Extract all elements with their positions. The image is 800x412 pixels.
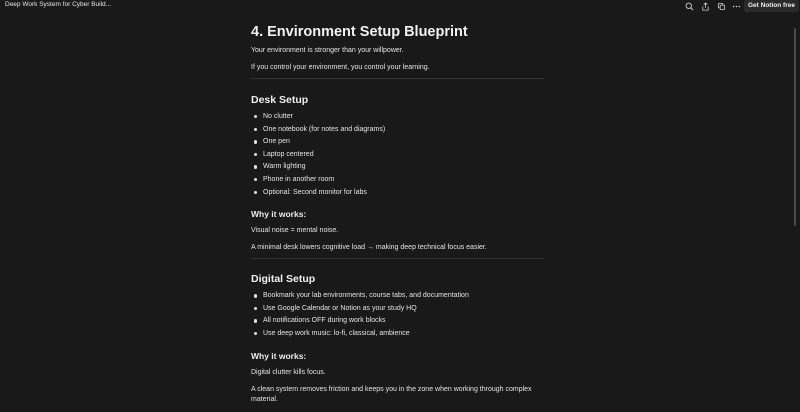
list-item: One pen [251, 137, 546, 150]
intro-paragraph: If you control your environment, you control your learning. [251, 64, 430, 71]
page-content [251, 22, 546, 405]
scrollbar-thumb[interactable] [794, 28, 796, 226]
window-title[interactable]: Deep Work System for Cyber Build... [5, 1, 112, 8]
why-it-works-heading: Why it works: [251, 209, 307, 220]
intro-paragraph: Your environment is stronger than your willpower. [251, 47, 404, 54]
list-item: Warm lighting [251, 162, 546, 175]
list-item: Phone in another room [251, 175, 546, 188]
page-title: 4. Environment Setup Blueprint [251, 24, 468, 40]
duplicate-icon[interactable] [716, 1, 726, 11]
paragraph: Visual noise = mental noise. [251, 227, 339, 235]
section-heading-desk-setup: Desk Setup [251, 94, 309, 106]
get-notion-free-button[interactable]: Get Notion free [744, 0, 799, 12]
more-icon[interactable] [731, 1, 741, 11]
scrollbar[interactable] [790, 28, 798, 228]
digital-setup-list [251, 291, 546, 341]
top-bar [0, 0, 800, 13]
section-heading-digital-setup: Digital Setup [251, 273, 316, 286]
list-item: Optional: Second monitor for labs [251, 188, 546, 201]
list-item: All notifications OFF during work blocks [251, 316, 546, 329]
desk-setup-list [251, 112, 546, 200]
search-icon[interactable] [684, 1, 694, 11]
list-item: Bookmark your lab environments, course tabs, and documentation [251, 291, 546, 304]
list-item: Use deep work music: lo-fi, classical, ambience [251, 329, 546, 342]
list-item: No clutter [251, 112, 546, 125]
paragraph: Digital clutter kills focus. [251, 368, 326, 376]
list-item: Use Google Calendar or Notion as your study HQ [251, 304, 546, 317]
share-icon[interactable] [700, 1, 710, 11]
why-it-works-heading: Why it works: [251, 350, 307, 361]
list-item: Laptop centered [251, 150, 546, 163]
list-item: One notebook (for notes and diagrams) [251, 125, 546, 138]
paragraph: A clean system removes friction and keeps you in the zone when working through complex material. [251, 385, 532, 403]
paragraph: A minimal desk lowers cognitive load → making deep technical focus easier. [251, 244, 487, 252]
